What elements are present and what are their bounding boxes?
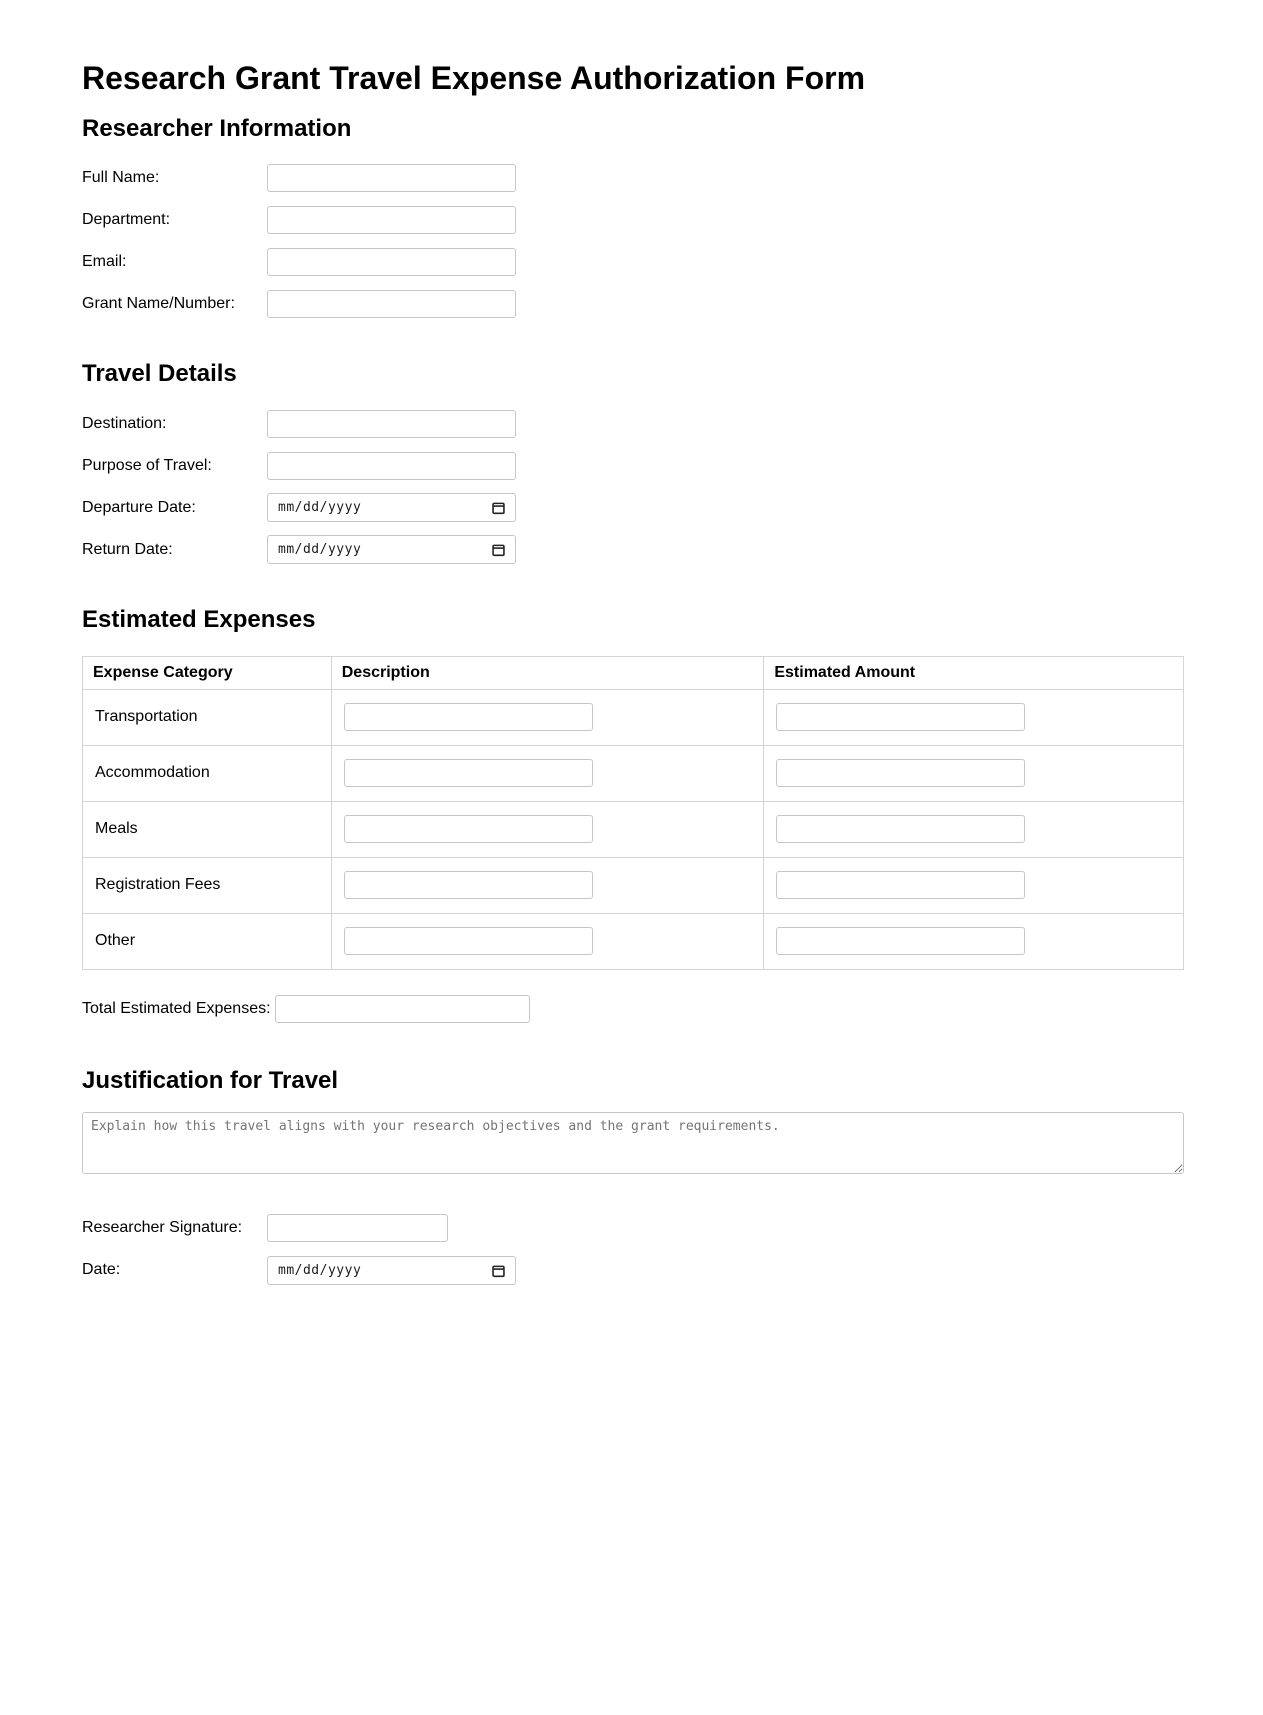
meals-description-input[interactable] [344, 815, 593, 843]
destination-input[interactable] [267, 410, 516, 438]
signature-date-input[interactable] [267, 1256, 516, 1285]
email-label: Email: [82, 253, 127, 271]
accommodation-amount-input[interactable] [776, 759, 1025, 787]
page-title: Research Grant Travel Expense Authorization Form [82, 60, 866, 96]
calendar-icon[interactable] [491, 542, 506, 557]
total-estimated-expenses-row [82, 995, 1188, 1023]
justification-textarea[interactable] [82, 1112, 1184, 1174]
expenses-table [82, 656, 1184, 970]
transportation-description-input[interactable] [344, 703, 593, 731]
researcher-signature-label: Researcher Signature: [82, 1219, 243, 1237]
return-date-label: Return Date: [82, 540, 173, 558]
purpose-of-travel-label: Purpose of Travel: [82, 456, 212, 474]
table-row [83, 857, 1184, 913]
table-row [83, 913, 1184, 969]
email-row [82, 248, 1188, 276]
purpose-of-travel-row [82, 452, 1188, 480]
section-heading-justification: Justification for Travel [82, 1066, 339, 1094]
description-header: Description [331, 656, 764, 689]
signature-date-row [82, 1256, 1188, 1284]
expenses-header-row [83, 656, 1184, 689]
registration-fees-category-cell: Registration Fees [83, 857, 332, 913]
table-row [83, 745, 1184, 801]
purpose-of-travel-input[interactable] [267, 452, 516, 480]
full-name-input[interactable] [267, 164, 516, 192]
return-date-placeholder: mm/dd/yyyy [278, 542, 362, 558]
other-description-input[interactable] [344, 927, 593, 955]
full-name-row [82, 164, 1188, 192]
calendar-icon[interactable] [491, 500, 506, 515]
other-amount-input[interactable] [776, 927, 1025, 955]
grant-name-number-label: Grant Name/Number: [82, 295, 235, 313]
accommodation-description-input[interactable] [344, 759, 593, 787]
total-estimated-expenses-label: Total Estimated Expenses: [82, 999, 271, 1017]
signature-date-placeholder: mm/dd/yyyy [278, 1262, 362, 1278]
department-label: Department: [82, 211, 171, 229]
department-row [82, 206, 1188, 234]
accommodation-category-cell: Accommodation [83, 745, 332, 801]
section-heading-travel-details: Travel Details [82, 360, 237, 388]
departure-date-row [82, 494, 1188, 522]
table-row [83, 689, 1184, 745]
grant-name-number-input[interactable] [267, 290, 516, 318]
full-name-label: Full Name: [82, 169, 160, 187]
table-row [83, 801, 1184, 857]
return-date-input[interactable] [267, 535, 516, 564]
return-date-row [82, 536, 1188, 564]
other-category-cell: Other [83, 913, 332, 969]
department-input[interactable] [267, 206, 516, 234]
email-input[interactable] [267, 248, 516, 276]
registration-fees-description-input[interactable] [344, 871, 593, 899]
departure-date-input[interactable] [267, 493, 516, 522]
section-heading-researcher-information: Researcher Information [82, 114, 352, 142]
meals-category-cell: Meals [83, 801, 332, 857]
estimated-amount-header: Estimated Amount [764, 656, 1184, 689]
researcher-signature-input[interactable] [267, 1214, 448, 1242]
grant-name-number-row [82, 290, 1188, 318]
transportation-category-cell: Transportation [83, 689, 332, 745]
registration-fees-amount-input[interactable] [776, 871, 1025, 899]
calendar-icon[interactable] [491, 1263, 506, 1278]
section-heading-estimated-expenses: Estimated Expenses [82, 605, 316, 633]
researcher-signature-row [82, 1214, 1188, 1242]
destination-label: Destination: [82, 414, 167, 432]
transportation-amount-input[interactable] [776, 703, 1025, 731]
expense-category-header: Expense Category [83, 656, 332, 689]
total-estimated-expenses-input[interactable] [275, 995, 530, 1023]
departure-date-label: Departure Date: [82, 498, 196, 516]
signature-date-label: Date: [82, 1261, 121, 1279]
destination-row [82, 410, 1188, 438]
meals-amount-input[interactable] [776, 815, 1025, 843]
departure-date-placeholder: mm/dd/yyyy [278, 500, 362, 516]
